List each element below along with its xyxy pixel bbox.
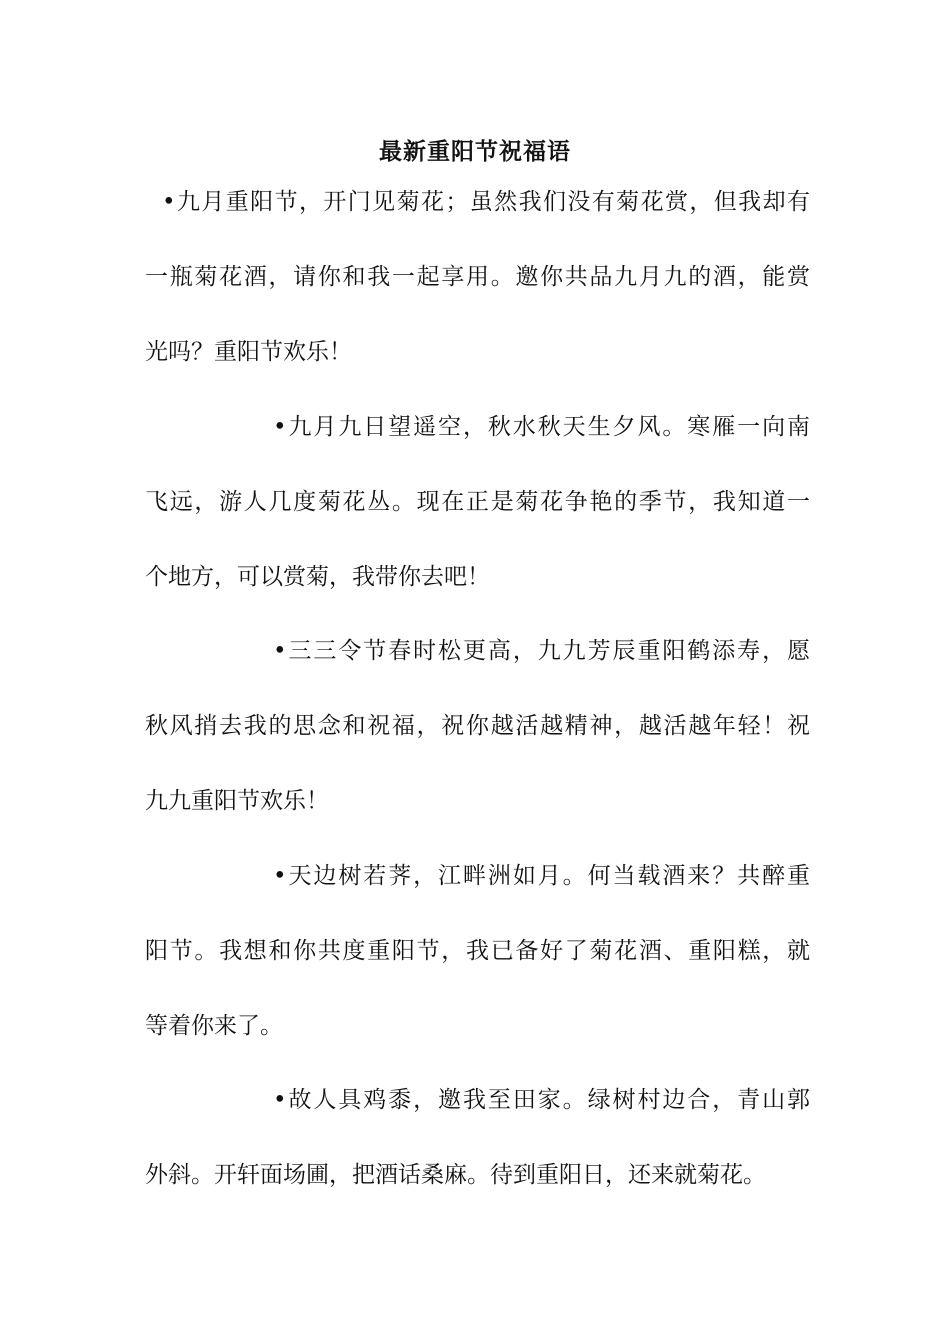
paragraph-4-line-3: 等着你来了。 <box>145 1013 283 1039</box>
paragraph-3-line-1: •三三令节春时松更高，九九芳辰重阳鹤添寿，愿 <box>273 638 810 664</box>
paragraph-2-line-3: 个地方，可以赏菊，我带你去吧！ <box>145 564 490 590</box>
paragraph-3-line-2: 秋风捎去我的思念和祝福，祝你越活越精神，越活越年轻！祝 <box>145 713 810 739</box>
paragraph-2-line-2: 飞远，游人几度菊花丛。现在正是菊花争艳的季节，我知道一 <box>145 489 810 515</box>
paragraph-2-line-1: •九月九日望遥空，秋水秋天生夕风。寒雁一向南 <box>273 414 810 440</box>
paragraph-3-line-3: 九九重阳节欢乐！ <box>145 788 329 814</box>
paragraph-1-line-1: •九月重阳节，开门见菊花；虽然我们没有菊花赏，但我却有 <box>162 189 810 215</box>
paragraph-1-line-2: 一瓶菊花酒，请你和我一起享用。邀你共品九月九的酒，能赏 <box>145 264 810 290</box>
document-title: 最新重阳节祝福语 <box>379 138 571 165</box>
paragraph-1-line-3: 光吗？重阳节欢乐！ <box>145 339 352 365</box>
paragraph-4-line-2: 阳节。我想和你共度重阳节，我已备好了菊花酒、重阳糕，就 <box>145 938 810 964</box>
paragraph-5-line-1: •故人具鸡黍，邀我至田家。绿树村边合，青山郭 <box>273 1087 810 1113</box>
paragraph-5-line-2: 外斜。开轩面场圃，把酒话桑麻。待到重阳日，还来就菊花。 <box>145 1162 766 1188</box>
paragraph-4-line-1: •天边树若荠，江畔洲如月。何当载酒来？共醉重 <box>273 863 810 889</box>
